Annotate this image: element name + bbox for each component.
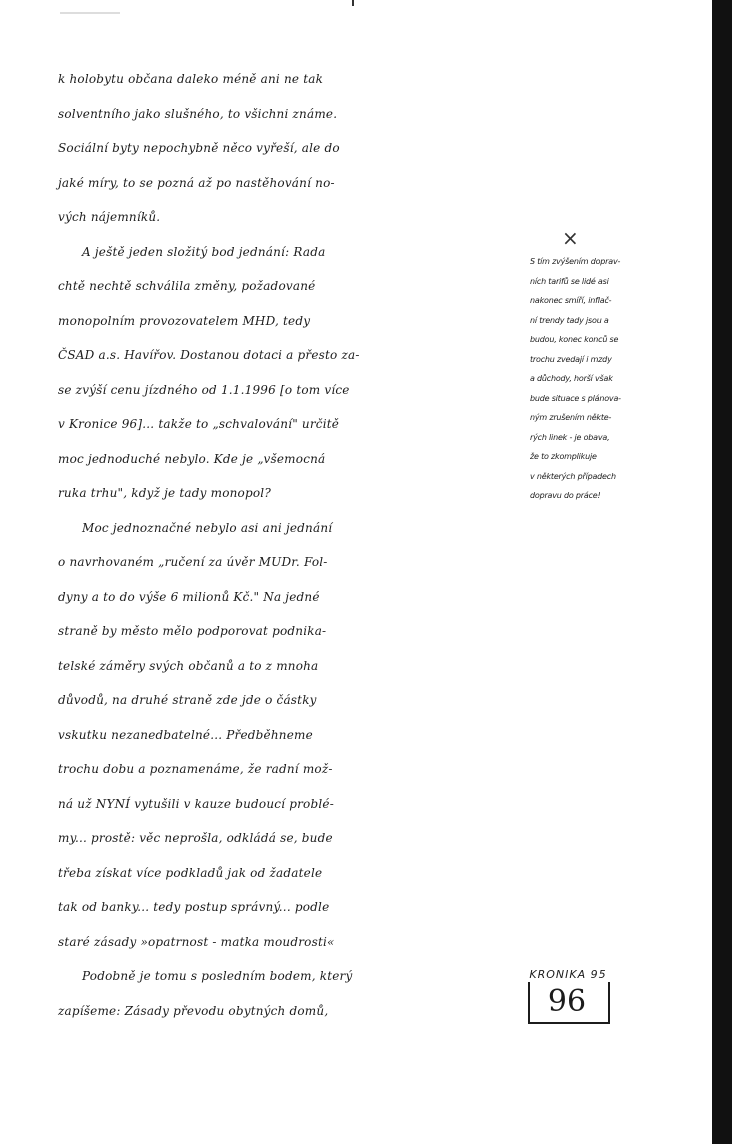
- side-note-line: trochu zvedají i mzdy: [530, 354, 612, 364]
- text-line: Moc jednoznačné nebylo asi ani jednání: [82, 520, 333, 535]
- text-line: vskutku nezanedbatelné... Předběhneme: [58, 727, 313, 742]
- text-line: ná už NYNÍ vytušili v kauze budoucí problé-: [58, 796, 334, 811]
- text-line: v Kronice 96]... takže to „schvalování" určitě: [58, 417, 340, 431]
- text-line: Sociální byty nepochybně něco vyřeší, ale do: [58, 141, 340, 155]
- scan-border: [712, 0, 732, 1144]
- text-line: A ještě jeden složitý bod jednání: Rada: [82, 244, 326, 259]
- main-handwritten-text: [58, 62, 528, 1028]
- top-tick-mark: [352, 0, 354, 6]
- side-note-line: že to zkomplikuje: [530, 452, 597, 461]
- text-line: dyny a to do výše 6 milionů Kč." Na jedné: [58, 589, 320, 604]
- text-line: ČSAD a.s. Havířov. Dostanou dotaci a přesto za-: [58, 348, 360, 362]
- text-line: Podobně je tomu s posledním bodem, který: [82, 969, 353, 983]
- side-note: [530, 252, 710, 506]
- text-line: k holobytu občana daleko méně ani ne tak: [58, 72, 324, 86]
- text-line: se zvýší cenu jízdného od 1.1.1996 [o tom více: [58, 382, 350, 397]
- side-note-line: v některých případech: [530, 471, 616, 481]
- text-line: straně by město mělo podporovat podnika-: [58, 624, 327, 638]
- side-note-line: dopravu do práce!: [530, 491, 601, 500]
- text-line: zapíšeme: Zásady převodu obytných domů,: [58, 1003, 329, 1018]
- text-line: monopolním provozovatelem MHD, tedy: [58, 313, 311, 328]
- text-line: staré zásady »opatrnost - matka moudrosti«: [58, 934, 335, 949]
- side-note-line: budou, konec konců se: [530, 335, 619, 344]
- text-line: o navrhovaném „ručení za úvěr MUDr. Fol-: [58, 555, 328, 569]
- text-line: ruka trhu", když je tady monopol?: [58, 486, 271, 500]
- page-number: 96: [547, 984, 587, 1019]
- side-note-line: S tím zvýšením doprav-: [530, 257, 621, 266]
- side-note-line: nakonec smíří, inflač-: [530, 296, 612, 305]
- text-line: telské záměry svých občanů a to z mnoha: [58, 658, 319, 673]
- text-line: chtě nechtě schválila změny, požadované: [58, 279, 316, 293]
- side-note-line: ným zrušením někte-: [530, 413, 612, 422]
- text-line: třeba získat více podkladů jak od žadatele: [58, 865, 323, 880]
- text-line: důvodů, na druhé straně zde jde o částky: [58, 693, 317, 707]
- text-line: trochu dobu a poznamenáme, že radní mož-: [58, 762, 333, 776]
- text-line: tak od banky... tedy postup správný... podle: [58, 900, 330, 914]
- text-line: my... prostě: věc neprošla, odkládá se, bude: [58, 831, 333, 845]
- text-line: jaké míry, to se pozná až po nastěhování no-: [58, 175, 335, 190]
- text-line: solventního jako slušného, to všichni známe.: [58, 106, 338, 121]
- chronicle-stamp: [522, 968, 614, 1022]
- stamp-label: KRONIKA 95: [529, 968, 607, 981]
- text-line: moc jednoduché nebylo. Kde je „všemocná: [58, 451, 326, 466]
- side-note-line: rých linek - je obava,: [530, 432, 610, 442]
- side-note-line: ních tarifů se lidé asi: [530, 276, 609, 286]
- text-line: vých nájemníků.: [58, 210, 161, 224]
- top-scan-mark: [60, 12, 120, 14]
- side-note-line: a důchody, horší však: [530, 374, 613, 383]
- side-note-line: ní trendy tady jsou a: [530, 315, 609, 325]
- side-note-line: bude situace s plánova-: [530, 393, 621, 403]
- annotation-cross-mark: ×: [562, 226, 579, 250]
